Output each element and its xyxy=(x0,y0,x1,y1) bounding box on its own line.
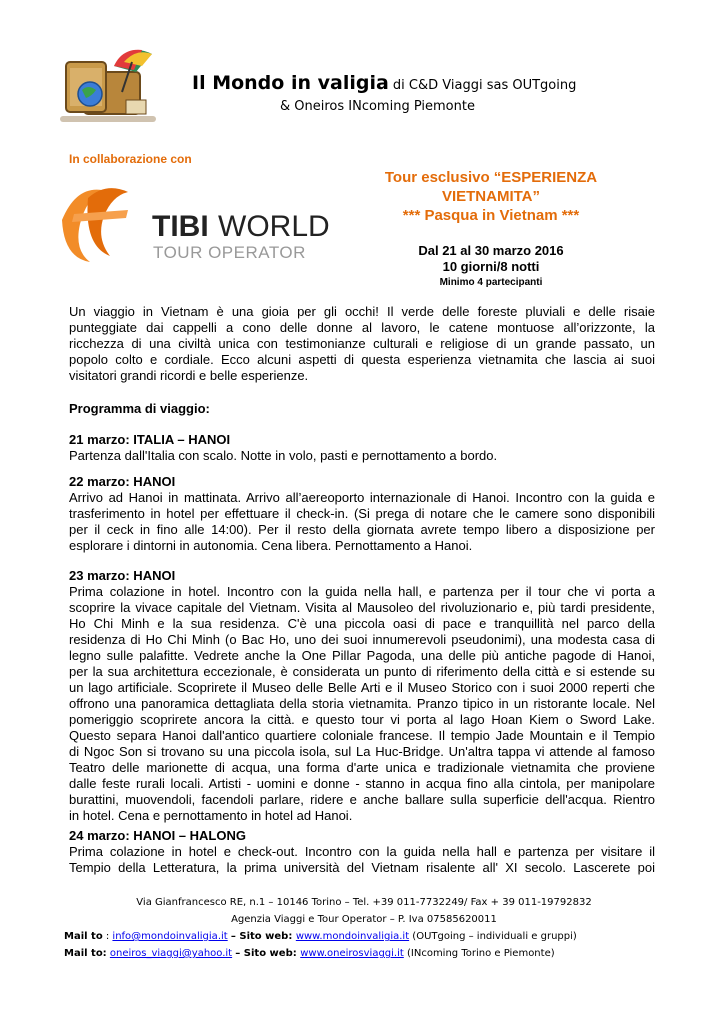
text-line: Partenza dall'Italia con scalo. Notte in volo, pasti e pernottamento a bordo. xyxy=(69,448,498,463)
text-line: popolo colto e cordiale. Ecco alcuni aspetti di questa esperienza vietnamita che lascia ai suoi xyxy=(69,352,655,367)
text-line: punteggiate dai cappelli a cono delle donne al lavoro, le catene montuose all’orizzonte, la xyxy=(69,320,655,335)
day-section xyxy=(69,828,655,876)
day-heading: 21 marzo: ITALIA – HANOI xyxy=(69,432,231,447)
brand-line2: & Oneiros INcoming Piemonte xyxy=(280,99,475,114)
text-line: per la sua architettura eccezionale, è considerata un punto di riferimento della città e si estende su xyxy=(69,664,655,679)
text-line: visitatori grandi ricordi e belle esperienze. xyxy=(69,368,309,383)
text-line: un lago artificiale. Scoprirete il Museo delle Belle Arti e il Museo Storico con i suoi 2000 reperti che xyxy=(69,680,655,695)
brand-subtitle: di C&D Viaggi sas OUTgoing xyxy=(388,78,577,93)
incoming-note: (INcoming Torino e Piemonte) xyxy=(403,948,555,959)
text-line: Prima colazione in hotel e check-out. Incontro con la guida nella hall e partenza per visitare il xyxy=(69,844,655,859)
tour-title-line1: Tour esclusivo “ESPERIENZA xyxy=(384,169,598,186)
text-line: esplorare i dintorni in autonomia. Cena libera. Pernottamento a Hanoi. xyxy=(69,538,473,553)
tour-title-line2: VIETNAMITA” xyxy=(441,188,541,205)
text-line: Un viaggio in Vietnam è una gioia per gli occhi! Il verde delle foreste pluviali e delle risaie xyxy=(69,304,655,319)
footer-address: Via Gianfrancesco RE, n.1 – 10146 Torino – Tel. +39 011-7732249/ Fax + 39 011-19792832 xyxy=(136,897,592,908)
text-line: Tempio della Letteratura, la prima università del Vietnam risalente all' XI secolo. Lascerete poi xyxy=(69,860,655,875)
tour-date-range: Dal 21 al 30 marzo 2016 xyxy=(418,243,564,258)
mail-label: Mail to xyxy=(64,931,103,942)
text-line: dalle feste rurali locali. Artisti - uomini e donne - stanno in acqua fino alla cintola, per manipolare xyxy=(69,776,655,791)
program-heading: Programma di viaggio: xyxy=(69,401,210,416)
text-line: pomeriggio scoprirete ancora la città. e questo tour vi porta al lago Hoan Kiem o Sword Lake. xyxy=(69,712,655,727)
day-heading: 22 marzo: HANOI xyxy=(69,474,176,489)
text-line: Teatro delle marionette di acqua, una forma d'arte unica e tradizionale vietnamita che proviene xyxy=(69,760,655,775)
day-heading: 23 marzo: HANOI xyxy=(69,568,176,583)
day-section xyxy=(69,432,655,464)
text-line: Prima colazione in hotel. Incontro con la guida nella hall, e partenza per il tour che vi porta a xyxy=(69,584,655,599)
tibiworld-logo-icon xyxy=(56,180,330,266)
partner-logo-sub: TOUR OPERATOR xyxy=(153,243,306,262)
brand-title xyxy=(192,72,576,94)
text-line: per il ceck in fino alle 14:00). Per il resto della giornata avrete tempo libero a disposizione per xyxy=(69,522,655,537)
separator: : xyxy=(102,931,113,942)
text-line: legno sulle palafitte. Vedrete anche la One Pillar Pagoda, una delle più antiche pagode di Hanoi, xyxy=(69,648,655,663)
day-heading: 24 marzo: HANOI – HALONG xyxy=(69,828,246,843)
text-line: residenza di Ho Chi Minh (o Bac Ho, uno dei suoi innumerevoli pseudonimi), una modesta casa di xyxy=(69,632,655,647)
text-line: Arrivo ad Hanoi in mattinata. Arrivo all’aereoporto internazionale di Hanoi. Incontro con la guida e xyxy=(69,490,655,505)
web-link-oneirosviaggi[interactable]: www.oneirosviaggi.it xyxy=(300,948,404,959)
footer-contact-incoming: Mail to: oneiros_viaggi@yahoo.it – Sito web: www.oneirosviaggi.it (INcoming Torino e Piemonte) xyxy=(64,948,555,959)
text-line: Questo separa Hanoi dall'antico quartiere coloniale francese. Il tempio Jade Mountain e il Tempio xyxy=(69,728,655,743)
day-section xyxy=(69,568,655,824)
partner-logo-main-light: TIBI xyxy=(152,210,209,243)
web-link-mondoinvaligia[interactable]: www.mondoinvaligia.it xyxy=(295,931,410,942)
footer-agency: Agenzia Viaggi e Tour Operator – P. Iva 07585620011 xyxy=(231,914,497,925)
partner-logo xyxy=(56,180,330,266)
text-line: ricchezza di una civiltà unica con testimonianze culturali e religiose di un grande passato, un xyxy=(69,336,655,351)
suitcase-logo-icon xyxy=(56,42,162,132)
footer-contact-outgoing: Mail to : info@mondoinvaligia.it – Sito web: www.mondoinvaligia.it (OUTgoing – individuali e gruppi) xyxy=(64,931,577,942)
mail-label: Mail to: xyxy=(64,948,107,959)
brand-name: Il Mondo in valigia xyxy=(192,72,389,94)
web-label: Sito web xyxy=(239,931,289,942)
collaboration-label: In collaborazione con xyxy=(69,152,192,166)
text-line: di Ngoc Son si trovano su una piccola isola, sul La Huc-Bridge. Un'altra tappa vi attende al famoso xyxy=(69,744,655,759)
tour-title-line3: *** Pasqua in Vietnam *** xyxy=(402,207,580,224)
text-line: in hotel. Cena e pernottamento in hotel ad Hanoi. xyxy=(69,808,353,823)
footer xyxy=(64,894,664,962)
text-line: offrono una panoramica dettagliata della storia vietnamita. Pranzo tipico in un ristorante locale. Nel xyxy=(69,696,655,711)
intro-paragraph xyxy=(69,304,655,384)
tour-title xyxy=(340,168,642,225)
email-link-info[interactable]: info@mondoinvaligia.it xyxy=(112,931,228,942)
text-line: Ho Chi Minh e la sua residenza. C'è una piccola oasi di pace e tranquillità nel parco della xyxy=(69,616,655,631)
tour-dates xyxy=(340,243,642,291)
partner-logo-main-bold: WORLD xyxy=(218,210,330,243)
text-line: scoprire la vivace capitale del Vietnam. Visita al Mausoleo del rivoluzionario e, più tardi presidente, xyxy=(69,600,655,615)
web-label: Sito web xyxy=(243,948,293,959)
company-logo xyxy=(56,42,162,132)
email-link-oneiros[interactable]: oneiros_viaggi@yahoo.it xyxy=(109,948,233,959)
day-section xyxy=(69,474,655,554)
outgoing-note: (OUTgoing – individuali e gruppi) xyxy=(409,931,577,942)
tour-min-participants: Minimo 4 partecipanti xyxy=(439,277,543,288)
text-line: trasferimento in hotel per effettuare il check-in. (Si prega di notare che le camere sono disponibili xyxy=(69,506,655,521)
tour-duration: 10 giorni/8 notti xyxy=(442,259,540,274)
text-line: burattini, muovendoli, facendoli parlare, ridere e anche ballare sulla superficie dell'acqua. Rientro xyxy=(69,792,655,807)
